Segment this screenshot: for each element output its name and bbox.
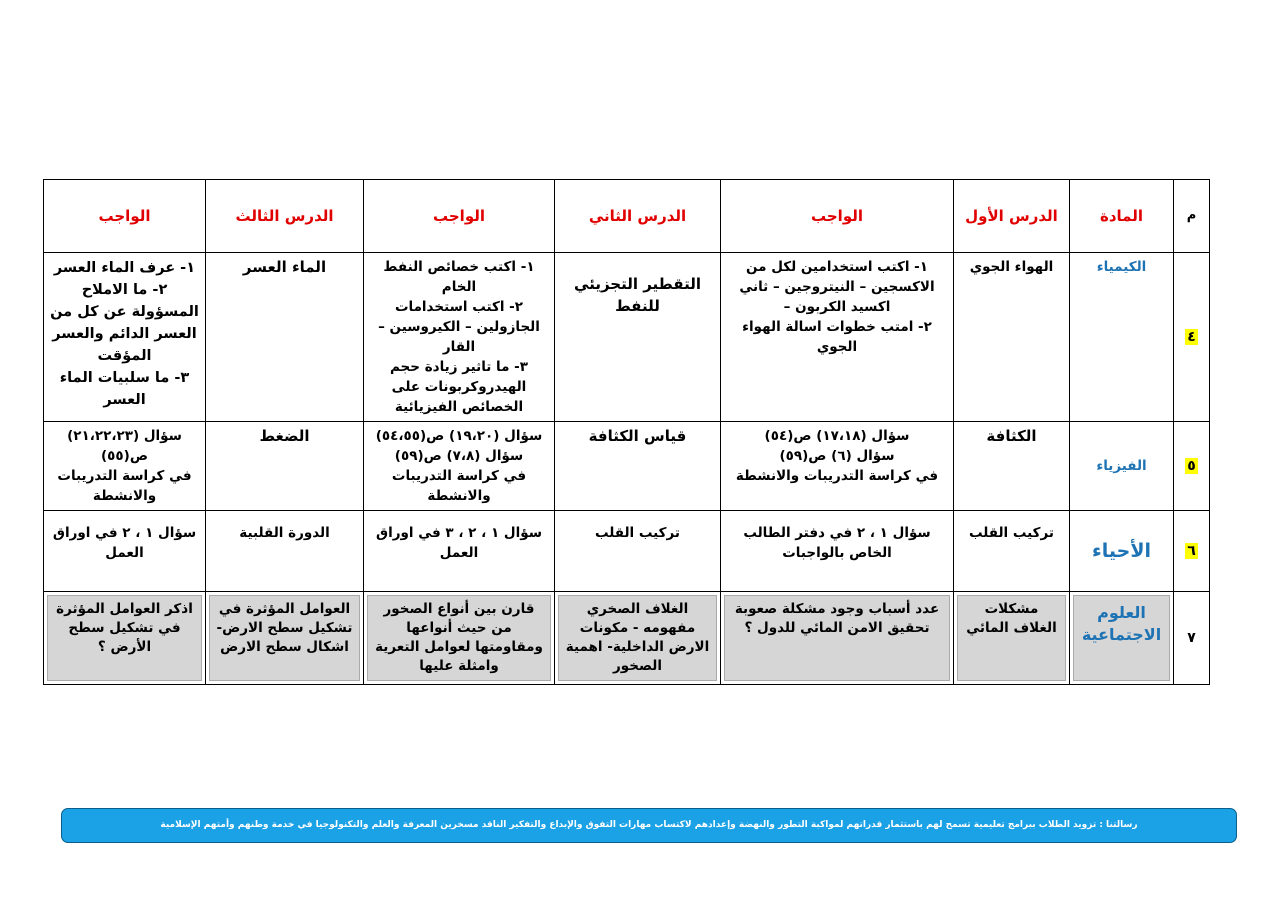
header-row xyxy=(44,180,1210,253)
row-number: ٤ xyxy=(1187,329,1196,345)
hw3-cell: سؤال ١ ، ٢ في اوراق العمل xyxy=(44,511,206,592)
hw2-text: سؤال (١٩،٢٠) ص(٥٤،٥٥) سؤال (٧،٨) ص(٥٩) في كراسة التدريبات والانشطة xyxy=(375,428,543,504)
table-row-chemistry xyxy=(44,253,1210,422)
lesson2-text: الغلاف الصخري مفهومه - مكونات الارض الداخلية- اهمية الصخور xyxy=(558,595,717,681)
row-number-cell xyxy=(1174,511,1210,592)
header-lesson3: الدرس الثالث xyxy=(206,180,364,253)
lesson3-cell: الضغط xyxy=(206,422,364,511)
hw1-cell: سؤال ١ ، ٢ في دفتر الطالب الخاص بالواجبات xyxy=(721,511,954,592)
table-row-biology xyxy=(44,511,1210,592)
header-lesson2: الدرس الثاني xyxy=(555,180,721,253)
lesson2-cell: قياس الكثافة xyxy=(555,422,721,511)
hw2-cell xyxy=(364,253,555,422)
hw1-cell xyxy=(721,422,954,511)
header-num: م xyxy=(1174,180,1210,253)
lesson1-cell: الكثافة xyxy=(954,422,1070,511)
lesson3-cell: الماء العسر xyxy=(206,253,364,422)
hw1-text: سؤال (١٧،١٨) ص(٥٤) سؤال (٦) ص(٥٩) في كراسة التدريبات والانشطة xyxy=(735,428,939,484)
hw1-cell xyxy=(721,592,954,685)
hw2-cell xyxy=(364,592,555,685)
lesson1-cell: الهواء الجوي xyxy=(954,253,1070,422)
table-row-social-studies xyxy=(44,592,1210,685)
lesson1-text: مشكلات الغلاف المائي xyxy=(957,595,1066,681)
lesson3-cell: الدورة القلبية xyxy=(206,511,364,592)
lesson1-cell xyxy=(954,592,1070,685)
lesson3-cell xyxy=(206,592,364,685)
hw3-cell xyxy=(44,592,206,685)
row-number-cell xyxy=(1174,422,1210,511)
hw3-text: اذكر العوامل المؤثرة في تشكيل سطح الأرض ؟ xyxy=(47,595,202,681)
hw1-text: ١- اكتب استخدامين لكل من الاكسجين – النيتروجين – ثاني اكسيد الكربون – ٢- امتب خطوات اسالة الهواء الجوي xyxy=(739,259,935,355)
hw2-cell: سؤال ١ ، ٢ ، ٣ في اوراق العمل xyxy=(364,511,555,592)
hw3-cell xyxy=(44,422,206,511)
row-number: ٥ xyxy=(1187,458,1196,474)
hw2-text: قارن بين أنواع الصخور من حيث أنواعها ومقاومتها لعوامل التعرية وامثلة عليها xyxy=(367,595,551,681)
hw3-cell xyxy=(44,253,206,422)
subject-social: العلوم الاجتماعية xyxy=(1073,595,1170,681)
row-number: ٦ xyxy=(1187,543,1196,559)
subject-biology: الأحياء xyxy=(1070,511,1174,592)
header-subject: المادة xyxy=(1070,180,1174,253)
header-hw1: الواجب xyxy=(721,180,954,253)
hw3-text: ١- عرف الماء العسر ٢- ما الاملاح المسؤولة عن كل من العسر الدائم والعسر المؤقت ٣- ما سلبيات الماء العسر xyxy=(50,260,199,408)
header-lesson1: الدرس الأول xyxy=(954,180,1070,253)
lesson2-cell: التقطير التجزيئي للنفط xyxy=(555,253,721,422)
table-row-physics xyxy=(44,422,1210,511)
subject-physics: الفيزياء xyxy=(1070,422,1174,511)
hw1-cell xyxy=(721,253,954,422)
row-number: ٧ xyxy=(1187,630,1196,646)
mission-footer-banner xyxy=(61,808,1237,843)
row-number-cell xyxy=(1174,592,1210,685)
schedule-table xyxy=(43,179,1210,685)
lesson2-cell xyxy=(555,592,721,685)
mission-statement: رسالتنا : تزويد الطلاب ببرامج تعليمية تسمح لهم باستثمار قدراتهم لمواكبة التطور والنهضة وإعدادهم لاكتساب مهارات التفوق والإبداع والتفكير الناقد مسخرين المعرفة والعلم والتكنولوجيا في خدمة وطنهم وأمتهم الإسلامية xyxy=(160,820,1138,830)
header-hw3: الواجب xyxy=(44,180,206,253)
hw2-text: ١- اكتب خصائص النفط الخام ٢- اكتب استخدامات الجازولين – الكيروسين – القار ٣- ما تاثير زيادة حجم الهيدروكربونات على الخصائص الفيزيائية xyxy=(378,259,540,415)
hw3-text: سؤال (٢١،٢٢،٢٣) ص(٥٥) في كراسة التدريبات والانشطة xyxy=(57,428,192,504)
lesson1-cell: تركيب القلب xyxy=(954,511,1070,592)
header-hw2: الواجب xyxy=(364,180,555,253)
subject-social-cell xyxy=(1070,592,1174,685)
hw1-text: عدد أسباب وجود مشكلة صعوبة تحقيق الامن المائي للدول ؟ xyxy=(724,595,950,681)
lesson3-text: العوامل المؤثرة في تشكيل سطح الارض- اشكال سطح الارض xyxy=(209,595,360,681)
subject-chemistry: الكيمياء xyxy=(1070,253,1174,422)
hw2-cell xyxy=(364,422,555,511)
lesson2-cell: تركيب القلب xyxy=(555,511,721,592)
row-number-cell xyxy=(1174,253,1210,422)
